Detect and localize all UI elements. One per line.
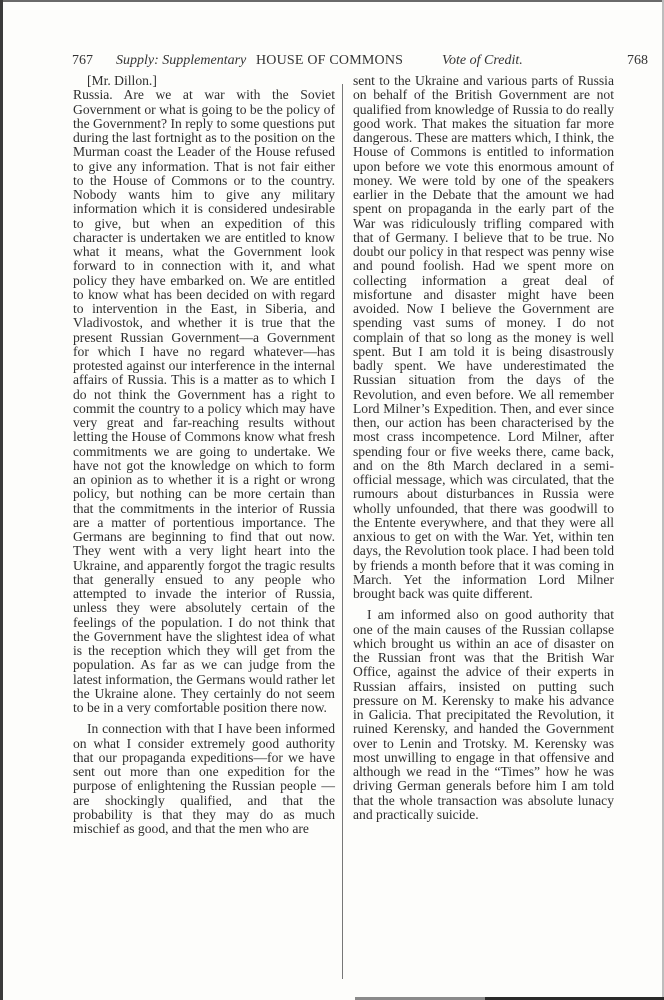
left-page-number: 767	[72, 53, 93, 68]
paragraph: sent to the Ukraine and various parts of Russia on behalf of the British Government are not qualified from knowledge of Russia to do really good work. That makes the situation far more dangerous. These are matters which, I think, the House of Commons is entitled to information upon before we vote this enormous amount of money. We were told by one of the speakers earlier in the Debate that the amount we had spent on propaganda in the early part of the War was ridiculously trifling compared with that of Germany. I believe that to be true. No doubt our policy in that respect was penny wise and pound foolish. Had we spent more on collecting information a great deal of misfortune and disaster might have been avoided. Now I believe the Government are spending vast sums of money. I do not complain of that so long as the money is well spent. But I am told it is being disastrously badly spent. We have underestimated the Russian situation from the days of the Revolution, and even before. We all remember Lord Milner’s Expedition. Then, and ever since then, our action has been characterised by the most crass incompetence. Lord Milner, after spending four or five weeks there, came back, and on the 8th March declared in a semi-official message, which was circulated, that the rumours about disturbances in Russia were wholly unfounded, that there was goodwill to the Entente everywhere, and that they were all anxious to get on with the War. Yet, within ten days, the Revolution took place. I had been told by friends a month before that it was coming in March. Yet the information Lord Milner brought back was quite different.	[353, 73, 614, 601]
left-column	[73, 74, 335, 836]
page-left-edge	[0, 0, 3, 1000]
running-head	[72, 53, 648, 73]
right-page-number: 768	[627, 53, 648, 68]
right-running-title: Vote of Credit.	[442, 53, 523, 68]
left-running-title: Supply: Supplementary	[116, 53, 247, 68]
center-running-title: HOUSE OF COMMONS	[256, 53, 404, 68]
paragraph: Russia. Are we at war with the Soviet Government or what is going to be the policy of the Government? In reply to some questions put during the last fortnight as to the position on the Murman coast the Leader of the House refused to give any information. That is not fair either to the House of Commons or to the country. Nobody wants him to give any military information which it is considered undesirable to give, but when an expedition of this character is undertaken we are entitled to know what it means, what the Government look forward to in connection with it, and what policy they have embarked on. We are entitled to know what has been decided on with regard to intervention in the East, in Siberia, and Vladivostok, and whether it is true that the present Russian Government—a Government for which I have no regard whatever—has protested against our interference in the internal affairs of Russia. This is a matter as to which I do not think the Government has a right to commit the country to a policy which may have very great and far-reaching results without letting the House of Commons know what fresh commitments we are going to undertake. We have not got the knowledge on which to form an opinion as to whether it is a right or wrong policy, but nothing can be more certain than that the commitments in the interior of Russia are a matter of portentious importance. The Germans are beginning to find that out now. They went with a very light heart into the Ukraine, and apparently forgot the tragic results that generally ensued to any people who attempted to invade the interior of Russia, unless they were absolutely certain of the feelings of the population. I do not think that the Government have the slightest idea of what is the reception which they will get from the population. As far as we can judge from the latest information, the Germans would rather let the Ukraine alone. They certainly do not seem to be in a very comfortable position there now.	[73, 87, 335, 715]
right-column	[353, 74, 614, 822]
page-top-edge	[0, 0, 664, 2]
speaker-attribution: [Mr. Dillon.]	[87, 73, 157, 88]
paragraph: I am informed also on good authority that one of the main causes of the Russian collapse which brought us within an ace of disaster on the Russian front was that the British War Office, against the advice of their experts in Russian affairs, insisted on putting such pressure on M. Kerensky to make his advance in Galicia. That precipitated the Revolution, it ruined Kerensky, and handed the Government over to Lenin and Trotsky. M. Kerensky was most unwilling to engage in that offensive and although we read in the “Times” how he was driving German generals before him I am told that the whole transaction was absolute lunacy and practically suicide.	[353, 607, 614, 822]
paragraph: In connection with that I have been informed on what I consider extremely good authority that our propaganda expeditions—for we have sent out more than one expedition for the purpose of enlightening the Russian people — are shockingly qualified, and that the probability is that they may do as much mischief as good, and that the men who are	[73, 721, 335, 836]
column-divider	[342, 84, 343, 979]
